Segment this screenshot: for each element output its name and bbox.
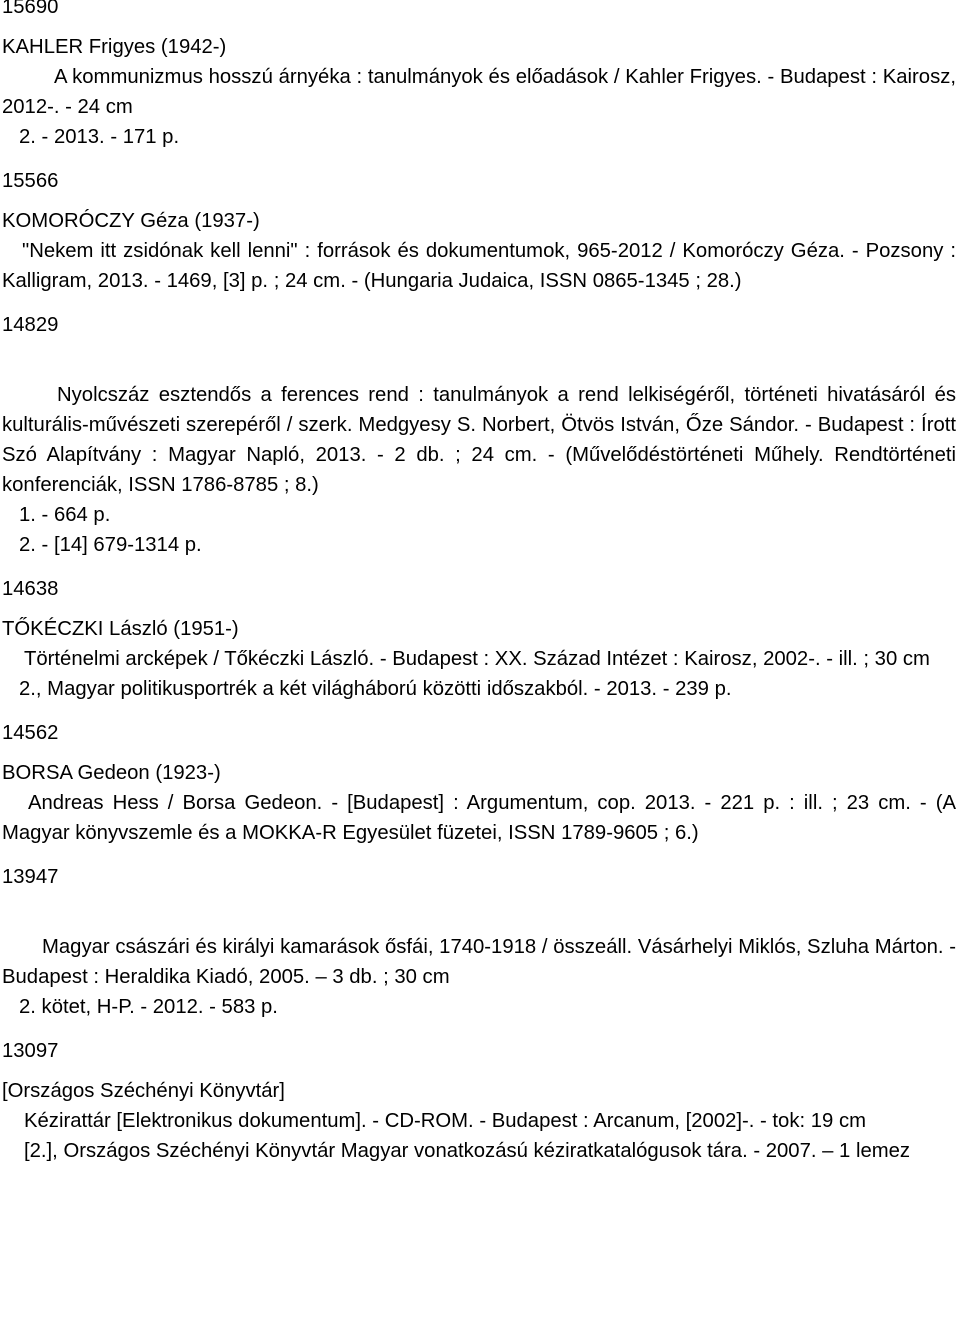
entry-volume: 2. - 2013. - 171 p. <box>19 126 180 148</box>
entry-description: Nyolcszáz esztendős a ferences rend : tanulmányok a rend lelkiségéről, történeti hivatásáról és kulturális-művészeti szerepéről / szerk. Medgyesy S. Norbert, Ötvös István, Őze Sándor. - Budapest : Írott Szó Alapítvány : Magyar Napló, 2013. - 2 db. ; 24 cm. - (Művelődéstörténeti Műhely. Rendtörténeti konferenciák, ISSN 1786-8785 ; 8.) <box>2 384 956 496</box>
entry-description: Történelmi arcképek / Tőkéczki László. - Budapest : XX. Század Intézet : Kairosz, 2002-. - ill. ; 30 cm <box>24 648 930 670</box>
entry-description: Andreas Hess / Borsa Gedeon. - [Budapest] : Argumentum, cop. 2013. - 221 p. : ill. ; 23 cm. - (A Magyar könyvszemle és a MOKKA-R Egyesület füzetei, ISSN 1789-9605 ; 6.) <box>2 792 956 844</box>
catalog-entry <box>2 1036 956 1166</box>
entry-id: 14829 <box>2 314 59 336</box>
catalog-page <box>2 0 956 1166</box>
entry-volume: 2., Magyar politikusportrék a két világháború közötti időszakból. - 2013. - 239 p. <box>19 678 732 700</box>
entry-author: BORSA Gedeon (1923-) <box>2 762 221 784</box>
entry-id: 15690 <box>2 0 59 18</box>
entry-author: [Országos Széchényi Könyvtár] <box>2 1080 285 1102</box>
entry-id: 15566 <box>2 170 59 192</box>
entry-id: 14562 <box>2 722 59 744</box>
entry-author: TŐKÉCZKI László (1951-) <box>2 618 239 640</box>
entry-volume: 2. - [14] 679-1314 p. <box>19 534 202 556</box>
entry-description: Kézirattár [Elektronikus dokumentum]. - CD-ROM. - Budapest : Arcanum, [2002]-. - tok: 19 cm <box>24 1110 866 1132</box>
entry-id: 14638 <box>2 578 59 600</box>
entry-description: A kommunizmus hosszú árnyéka : tanulmányok és előadások / Kahler Frigyes. - Budapest : Kairosz, 2012-. - 24 cm <box>2 66 956 118</box>
entry-description: "Nekem itt zsidónak kell lenni" : források és dokumentumok, 965-2012 / Komoróczy Géza. - Pozsony : Kalligram, 2013. - 1469, [3] p. ; 24 cm. - (Hungaria Judaica, ISSN 0865-1345 ; 28.) <box>2 240 956 292</box>
entry-volume: [2.], Országos Széchényi Könyvtár Magyar vonatkozású kéziratkatalógusok tára. - 2007. – 1 lemez <box>24 1140 911 1162</box>
catalog-entry <box>2 718 956 848</box>
catalog-entry <box>2 310 956 560</box>
entry-author: KAHLER Frigyes (1942-) <box>2 36 227 58</box>
entry-id: 13097 <box>2 1040 59 1062</box>
entry-volume: 1. - 664 p. <box>19 504 111 526</box>
entry-author: KOMORÓCZY Géza (1937-) <box>2 210 260 232</box>
entry-description: Magyar császári és királyi kamarások ősfái, 1740-1918 / összeáll. Vásárhelyi Miklós, Szluha Márton. - Budapest : Heraldika Kiadó, 2005. – 3 db. ; 30 cm <box>2 936 956 988</box>
entry-volume: 2. kötet, H-P. - 2012. - 583 p. <box>19 996 278 1018</box>
entry-id: 13947 <box>2 866 59 888</box>
entry-author <box>2 350 956 380</box>
catalog-entry <box>2 166 956 296</box>
catalog-entry <box>2 574 956 704</box>
catalog-entry <box>2 0 956 152</box>
entry-author <box>2 902 956 932</box>
catalog-entry <box>2 862 956 1022</box>
